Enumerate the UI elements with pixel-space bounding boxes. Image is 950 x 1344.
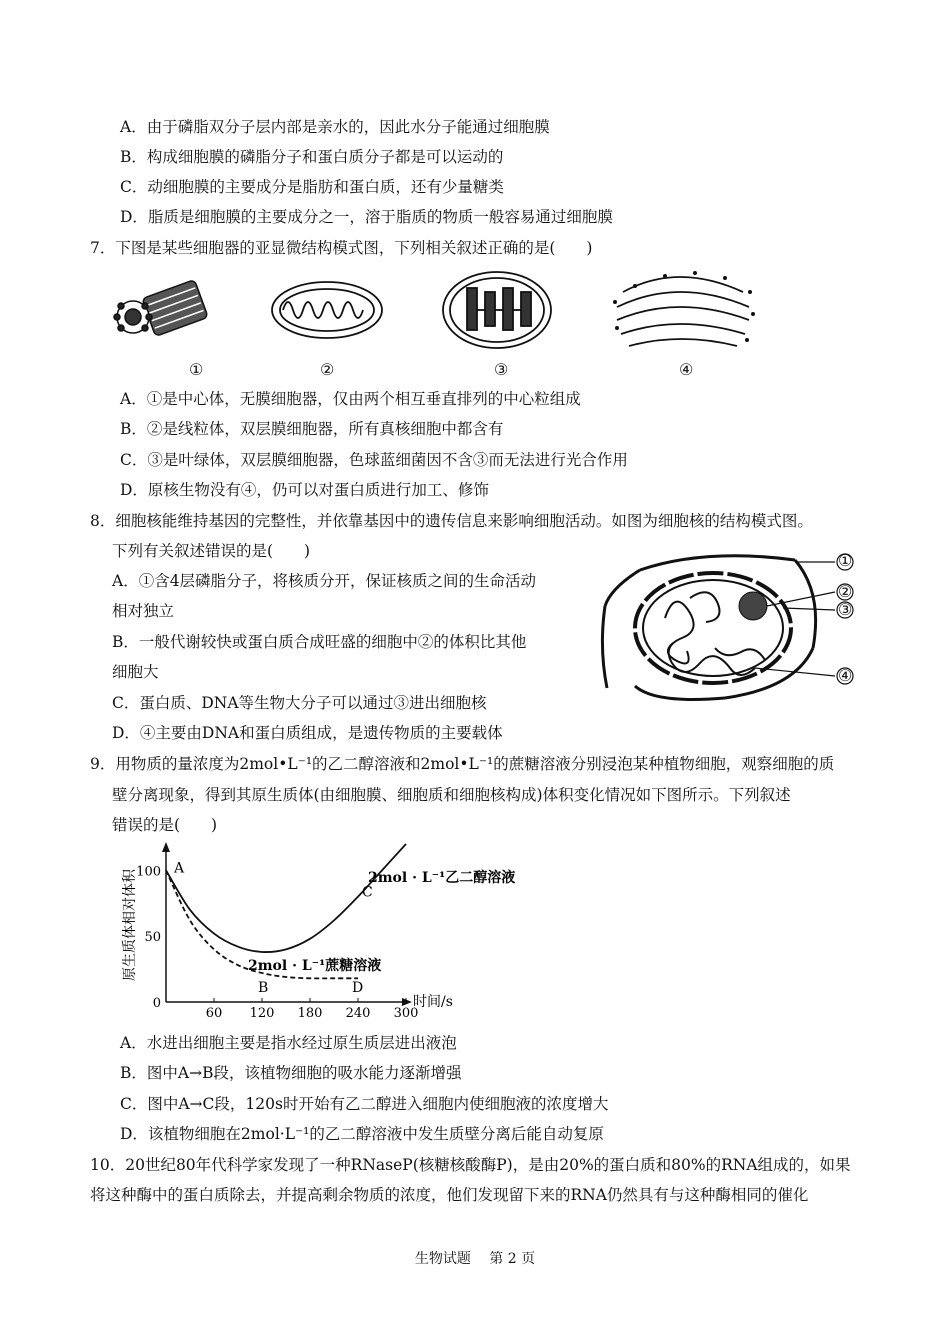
point-label-d: D <box>352 980 364 996</box>
y-tick-label-0: 0 <box>152 996 161 1011</box>
y-tick-label-2: 100 <box>136 864 161 880</box>
point-label-c: C <box>362 884 373 901</box>
nucleus-label-4: ④ <box>838 666 853 685</box>
mitochondrion-figure <box>272 282 382 338</box>
q10-line2: 将这种酶中的蛋白质除去，并提高剩余物质的浓度，他们发现留下来的RNA仍然具有与这种酶相同的催化 <box>90 1186 809 1204</box>
nucleus-label-1: ① <box>838 551 853 570</box>
point-label-b: B <box>258 980 269 996</box>
q9-option-d: D．该植物细胞在2mol·L⁻¹的乙二醇溶液中发生质壁分离后能自动复原 <box>120 1125 604 1143</box>
q7-option-a: A．①是中心体，无膜细胞器，仅由两个相互垂直排列的中心粒组成 <box>120 390 581 408</box>
q7-option-c: C．③是叶绿体，双层膜细胞器，色球蓝细菌因不含③而无法进行光合作用 <box>120 451 628 469</box>
centrosome-figure <box>114 280 208 337</box>
q8-option-a-cont: 相对独立 <box>112 602 175 620</box>
q6-option-a: A．由于磷脂双分子层内部是亲水的，因此水分子能通过细胞膜 <box>120 118 550 136</box>
chart-xlabel: 时间/s <box>413 994 453 1010</box>
q7-option-b: B．②是线粒体，双层膜细胞器，所有真核细胞中都含有 <box>120 420 504 438</box>
q9-stem-line2: 壁分离现象，得到其原生质体(由细胞膜、细胞质和细胞核构成)体积变化情况如下图所示。下列叙述 <box>112 786 791 804</box>
nucleus-label-3: ③ <box>838 600 853 619</box>
x-tick-label-1: 120 <box>249 1006 275 1021</box>
y-axis-arrow <box>162 842 170 852</box>
q8-option-c: C．蛋白质、DNA等生物大分子可以通过③进出细胞核 <box>112 694 487 712</box>
q9-option-c: C．图中A→C段，120s时开始有乙二醇进入细胞内使细胞液的浓度增大 <box>120 1095 609 1113</box>
q7-option-d: D．原核生物没有④，仍可以对蛋白质进行加工、修饰 <box>120 481 489 499</box>
figure-label-1: ① <box>189 360 204 379</box>
series-label-0: 2mol · L⁻¹乙二醇溶液 <box>368 870 516 886</box>
organelle-figures <box>105 262 755 357</box>
q9-stem-line3: 错误的是( ) <box>112 816 218 834</box>
q9-option-a: A．水进出细胞主要是指水经过原生质层进出液泡 <box>120 1034 457 1052</box>
q6-option-d: D．脂质是细胞膜的主要成分之一，溶于脂质的物质一般容易通过细胞膜 <box>120 208 613 226</box>
chart-ylabel: 原生质体相对体积 <box>122 869 138 981</box>
q10-line1: 10．20世纪80年代科学家发现了一种RNaseP(核糖核酸酶P)，是由20%的蛋白质和80%的RNA组成的，如果 <box>90 1156 851 1174</box>
chloroplast-figure <box>443 272 551 348</box>
figure-label-2: ② <box>320 360 335 379</box>
figure-label-4: ④ <box>679 360 694 379</box>
q8-stem-line2: 下列有关叙述错误的是( ) <box>112 542 311 560</box>
nucleus-label-2: ② <box>838 582 853 601</box>
q9-stem-line1: 9．用物质的量浓度为2mol•L⁻¹的乙二醇溶液和2mol•L⁻¹的蔗糖溶液分别浸泡某种植物细胞，观察细胞的质 <box>90 755 835 773</box>
q8-stem-line1: 8．细胞核能维持基因的完整性，并依靠基因中的遗传信息来影响细胞活动。如图为细胞核的结构模式图。 <box>90 512 813 530</box>
point-label-a: A <box>174 860 185 877</box>
q8-option-b-cont: 细胞大 <box>112 663 159 681</box>
x-tick-label-0: 60 <box>205 1006 223 1021</box>
figure-label-3: ③ <box>494 360 509 379</box>
q6-option-b: B．构成细胞膜的磷脂分子和蛋白质分子都是可以运动的 <box>120 148 504 166</box>
protoplast-volume-chart <box>110 840 530 1025</box>
x-tick-label-2: 180 <box>297 1006 323 1021</box>
page-footer: 生物试题 第 2 页 <box>414 1251 536 1267</box>
q8-option-a: A．①含4层磷脂分子，将核质分开，保证核质之间的生命活动 <box>112 572 537 590</box>
q6-option-c: C．动细胞膜的主要成分是脂肪和蛋白质，还有少量糖类 <box>120 178 504 196</box>
endoplasmic-reticulum-figure <box>613 271 755 346</box>
nucleus-figure <box>595 548 865 708</box>
y-tick-label-1: 50 <box>144 930 161 946</box>
x-axis-arrow <box>402 998 412 1006</box>
x-tick-label-3: 240 <box>345 1006 371 1021</box>
q8-option-b: B．一般代谢较快或蛋白质合成旺盛的细胞中②的体积比其他 <box>112 633 527 651</box>
q8-option-d: D．④主要由DNA和蛋白质组成，是遗传物质的主要载体 <box>112 724 503 742</box>
q7-stem: 7．下图是某些细胞器的亚显微结构模式图，下列相关叙述正确的是( ) <box>90 239 593 257</box>
x-tick-label-4: 300 <box>393 1006 419 1021</box>
q9-option-b: B．图中A→B段，该植物细胞的吸水能力逐渐增强 <box>120 1064 462 1082</box>
series-label-1: 2mol · L⁻¹蔗糖溶液 <box>248 958 382 974</box>
